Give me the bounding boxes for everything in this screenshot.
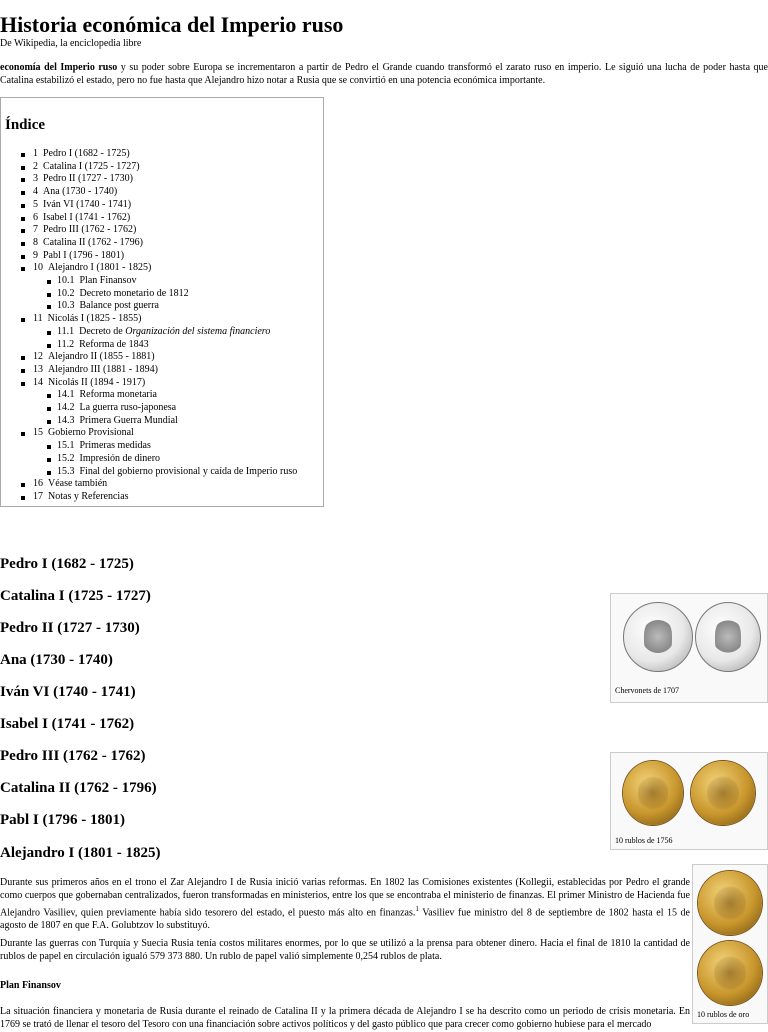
toc-number: 15 <box>33 427 43 439</box>
toc-item[interactable] <box>0 224 297 237</box>
toc-item[interactable] <box>0 199 297 212</box>
toc-text: Ana (1730 - 1740) <box>43 186 118 198</box>
toc-item[interactable] <box>0 364 297 377</box>
toc-item[interactable] <box>0 402 297 415</box>
toc-number: 12 <box>33 351 43 363</box>
toc-number: 11.2 <box>57 338 75 350</box>
toc-text: La guerra ruso-japonesa <box>79 402 177 414</box>
toc-number: 13 <box>33 363 43 375</box>
toc-item[interactable] <box>0 427 297 440</box>
toc-item[interactable] <box>0 478 297 491</box>
toc-item[interactable] <box>0 339 297 352</box>
body-paragraph: La situación financiera y monetaria de Rusia durante el reinado de Catalina II y la primera década de Alejandro I se ha descrito como un periodo de crisis monetaria. En 1769 se trató de llenar el tesoro del Tesoro con una financiación sobre activos políticos y del gasto público que para crecer como gobierno hubiese para el mercado <box>0 1006 690 1030</box>
section-heading: Pabl I (1796 - 1801) <box>0 812 125 828</box>
toc-text: Alejandro III (1881 - 1894) <box>48 363 158 375</box>
toc-item[interactable] <box>0 262 297 275</box>
toc-text: Alejandro I (1801 - 1825) <box>48 262 152 274</box>
toc-number: 14 <box>33 376 43 388</box>
toc-number: 14.1 <box>57 389 75 401</box>
section-heading: Iván VI (1740 - 1741) <box>0 684 136 700</box>
coin-image <box>623 602 693 672</box>
image-thumbnail-10-rublos-oro[interactable] <box>692 864 768 1024</box>
toc-text: Véase también <box>48 478 108 490</box>
para1-text-b: Vasiliev fue ministro del 8 de septiembre de 1802 hasta el 15 de agosto de 1807 en que F.A. Golubtzov lo substituyó. <box>0 906 690 931</box>
section-heading: Ana (1730 - 1740) <box>0 652 113 668</box>
toc-number: 3 <box>33 173 38 185</box>
toc-number: 5 <box>33 198 38 210</box>
coin-image <box>698 871 762 935</box>
toc-item[interactable] <box>0 161 297 174</box>
toc-number: 15.3 <box>57 465 75 477</box>
page-title: Historia económica del Imperio ruso <box>0 12 344 37</box>
toc-number: 17 <box>33 490 43 502</box>
coin-image <box>623 761 683 825</box>
toc-list <box>0 148 297 504</box>
toc-number: 8 <box>33 236 38 248</box>
coin-image <box>695 602 761 672</box>
toc-item[interactable] <box>0 250 297 263</box>
toc-number: 14.3 <box>57 414 75 426</box>
toc-item[interactable] <box>0 453 297 466</box>
toc-item[interactable] <box>0 288 297 301</box>
toc-text: Decreto monetario de 1812 <box>79 287 189 299</box>
toc-text: Final del gobierno provisional y caída de Imperio ruso <box>79 465 298 477</box>
toc-item[interactable] <box>0 491 297 504</box>
section-heading: Pedro I (1682 - 1725) <box>0 556 134 572</box>
body-paragraph <box>0 877 690 933</box>
toc-item[interactable] <box>0 440 297 453</box>
toc-number: 11 <box>33 313 43 325</box>
toc-item[interactable] <box>0 351 297 364</box>
toc-text: Primeras medidas <box>79 440 151 452</box>
toc-text: Pabl I (1796 - 1801) <box>43 249 125 261</box>
toc-text: Catalina II (1762 - 1796) <box>43 236 143 248</box>
image-thumbnail-chervonets[interactable] <box>610 593 768 703</box>
image-caption: Chervonets de 1707 <box>615 686 679 695</box>
intro-paragraph <box>0 61 768 87</box>
toc-text: Balance post guerra <box>79 300 159 312</box>
image-caption: 10 rublos de oro <box>697 1010 750 1019</box>
toc-number: 10.2 <box>57 287 75 299</box>
para1-text-a: Durante sus primeros años en el trono el Zar Alejandro I de Rusia inició varias reformas. En 1802 las Comisiones existentes (Kollegii, establecidas por Pedro el grande como cuerpos que gobernaban centralizados, fueron transformadas en ministerios, entre los que se encontraba el ministerio de finanzas. El primer Ministro de Hacienda fue Alejandro Vasiliev, quien previamente había sido tesorero del estado, el puesto más alto en finanzas. <box>0 877 690 918</box>
toc-text: Catalina I (1725 - 1727) <box>43 160 140 172</box>
toc-text: Pedro II (1727 - 1730) <box>43 173 133 185</box>
toc-number: 14.2 <box>57 402 75 414</box>
image-caption: 10 rublos de 1756 <box>615 836 673 845</box>
toc-number: 10.3 <box>57 300 75 312</box>
toc-number: 16 <box>33 478 43 490</box>
toc-text: Nicolás II (1894 - 1917) <box>48 376 146 388</box>
toc-text: Reforma monetaria <box>79 389 157 401</box>
toc-text: Pedro III (1762 - 1762) <box>43 224 137 236</box>
toc-number: 6 <box>33 211 38 223</box>
section-heading: Pedro II (1727 - 1730) <box>0 620 140 636</box>
section-heading: Pedro III (1762 - 1762) <box>0 748 146 764</box>
toc-item[interactable] <box>0 237 297 250</box>
toc-item[interactable] <box>0 300 297 313</box>
toc-number: 4 <box>33 186 38 198</box>
section-heading: Catalina II (1762 - 1796) <box>0 780 157 796</box>
section-heading: Catalina I (1725 - 1727) <box>0 588 151 604</box>
toc-number: 15.1 <box>57 440 75 452</box>
section-heading: Alejandro I (1801 - 1825) <box>0 845 161 861</box>
toc-number: 10 <box>33 262 43 274</box>
section-heading: Isabel I (1741 - 1762) <box>0 716 135 732</box>
subsection-heading: Plan Finansov <box>0 980 61 991</box>
toc-item[interactable] <box>0 377 297 390</box>
toc-text-italic: Organización del sistema financiero <box>125 325 271 337</box>
toc-number: 2 <box>33 160 38 172</box>
toc-text: Impresión de dinero <box>79 452 161 464</box>
toc-text: Alejandro II (1855 - 1881) <box>48 351 155 363</box>
toc-item[interactable] <box>0 326 297 339</box>
toc-title: Índice <box>5 117 46 133</box>
image-thumbnail-10-rublos-1756[interactable] <box>610 752 768 850</box>
toc-text: Reforma de 1843 <box>79 338 149 350</box>
toc-item[interactable] <box>0 313 297 326</box>
toc-item[interactable] <box>0 275 297 288</box>
intro-text: y su poder sobre Europa se incrementaron a partir de Pedro el Grande cuando transformó el zarato ruso en imperio. Le siguió una lucha de poder hasta que Catalina estabilizó el estado, pero no fue hasta que Alejandro hizo notar a Rusia que se convirtió en una potencia económica importante. <box>0 62 768 86</box>
coin-image <box>691 761 755 825</box>
toc-number: 1 <box>33 148 38 159</box>
toc-item[interactable] <box>0 415 297 428</box>
toc-number: 11.1 <box>57 325 75 337</box>
toc-text: Iván VI (1740 - 1741) <box>43 198 132 210</box>
toc-text: Primera Guerra Mundial <box>79 414 178 426</box>
toc-item[interactable] <box>0 389 297 402</box>
toc-item[interactable] <box>0 466 297 479</box>
toc-number: 9 <box>33 249 38 261</box>
toc-number: 15.2 <box>57 452 75 464</box>
footnote-ref[interactable]: 1 <box>415 904 419 913</box>
intro-bold-term: economía del Imperio ruso <box>0 62 118 73</box>
toc-number: 7 <box>33 224 38 236</box>
toc-text: Plan Finansov <box>79 275 137 287</box>
site-subtitle: De Wikipedia, la enciclopedia libre <box>0 38 142 49</box>
toc-text: Decreto de <box>79 325 126 337</box>
coin-image <box>698 941 762 1005</box>
toc-item[interactable] <box>0 186 297 199</box>
toc-item[interactable] <box>0 173 297 186</box>
toc-text: Notas y Referencias <box>48 490 129 502</box>
body-paragraph: Durante las guerras con Turquía y Suecia Rusia tenía costos militares enormes, por lo que se utilizó a la prensa para obtener dinero. Hacia el final de 1810 la cantidad de rublos de papel en circulación igualó 579 373 880. Un rublo de papel valió simplemente 0,254 rublos de plata. <box>0 938 690 962</box>
toc-number: 10.1 <box>57 275 75 287</box>
toc-text: Isabel I (1741 - 1762) <box>43 211 131 223</box>
toc-item[interactable] <box>0 212 297 225</box>
toc-text: Pedro I (1682 - 1725) <box>43 148 130 159</box>
toc-item[interactable] <box>0 148 297 161</box>
toc-text: Nicolás I (1825 - 1855) <box>47 313 142 325</box>
toc-text: Gobierno Provisional <box>48 427 134 439</box>
